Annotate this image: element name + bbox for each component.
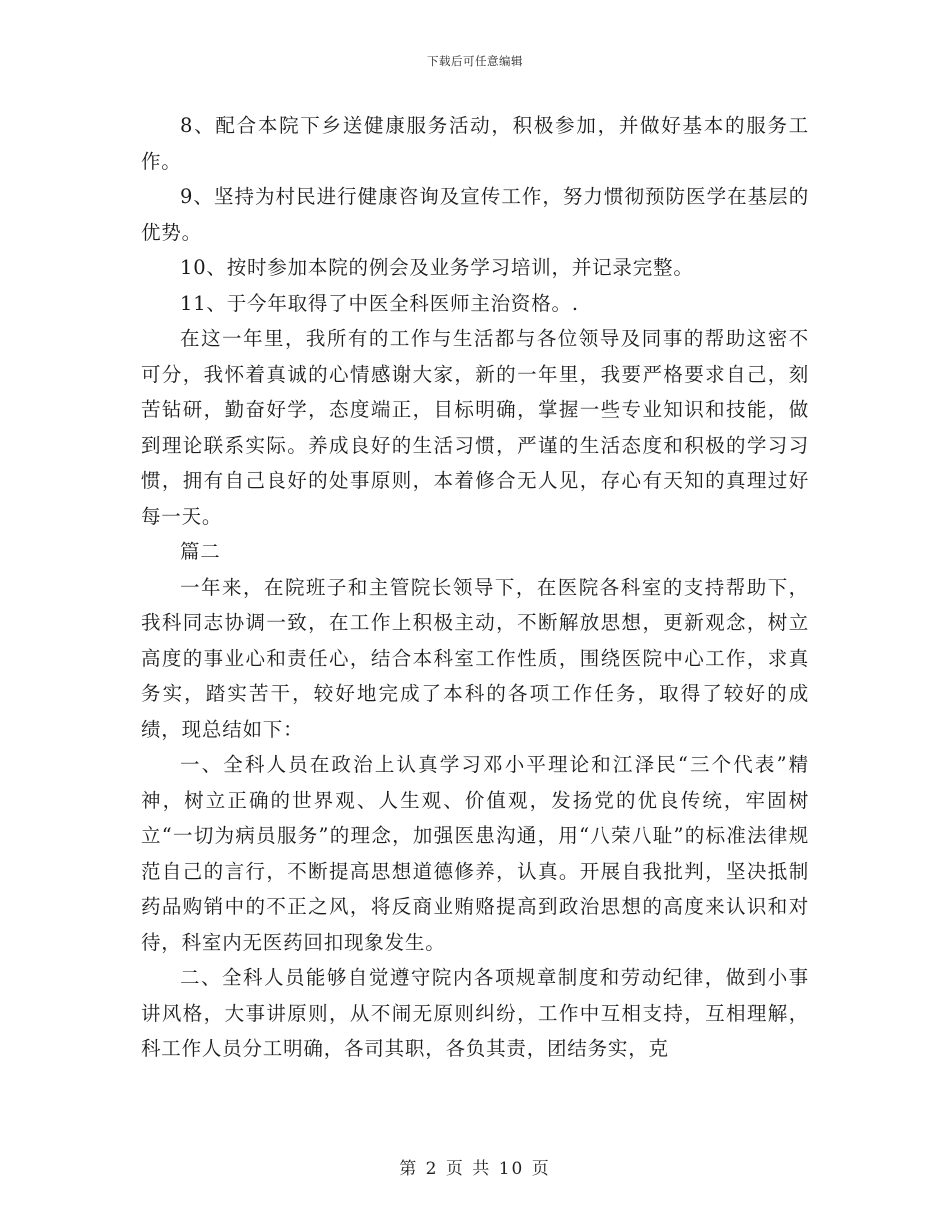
paragraph-intro: 一年来，在院班子和主管院长领导下，在医院各科室的支持帮助下，我科同志协调一致，在工作上积极主动，不断解放思想，更新观念，树立高度的事业心和责任心，结合本科室工作性质，围绕医院中心工作，求真务实，踏实苦干，较好地完成了本科的各项工作任务，取得了较好的成绩，现总结如下： [141, 575, 809, 741]
paragraph-point-2: 二、全科人员能够自觉遵守院内各项规章制度和劳动纪律，做到小事讲风格，大事讲原则，从不闹无原则纠纷，工作中互相支持，互相理解，科工作人员分工明确，各司其职，各负其责，团结务实，克 [141, 966, 809, 1060]
document-body [141, 108, 809, 1067]
paragraph-item-10: 10、按时参加本院的例会及业务学习培训，并记录完整。 [180, 256, 694, 279]
paragraph-point-1: 一、全科人员在政治上认真学习邓小平理论和江泽民“三个代表”精神，树立正确的世界观、人生观、价值观，发扬党的优良传统，牢固树立“一切为病员服务”的理念，加强医患沟通，用“八荣八耻”的标准法律规范自己的言行，不断提高思想道德修养，认真。开展自我批判，坚决抵制药品购销中的不正之风，将反商业贿赂提高到政治思想的高度来认识和对待，科室内无医药回扣现象发生。 [141, 753, 809, 954]
paragraph-item-8: 8、配合本院下乡送健康服务活动，积极参加，并做好基本的服务工作。 [141, 114, 809, 173]
header-note: 下载后可任意编辑 [427, 54, 523, 68]
paragraph-item-9: 9、坚持为村民进行健康咨询及宣传工作，努力惯彻预防医学在基层的优势。 [141, 185, 809, 244]
section-heading: 篇二 [180, 540, 221, 563]
paragraph-item-11: 11、于今年取得了中医全科医师主治资格。. [180, 291, 579, 315]
page-number: 第 2 页 共 10 页 [399, 1159, 551, 1179]
paragraph-summary: 在这一年里，我所有的工作与生活都与各位领导及同事的帮助这密不可分，我怀着真诚的心情感谢大家，新的一年里，我要严格要求自己，刻苦钻研，勤奋好学，态度端正，目标明确，掌握一些专业知识和技能，做到理论联系实际。养成良好的生活习惯，严谨的生活态度和积极的学习习惯，拥有自己良好的处事原则，本着修合无人见，存心有天知的真理过好每一天。 [141, 327, 809, 528]
